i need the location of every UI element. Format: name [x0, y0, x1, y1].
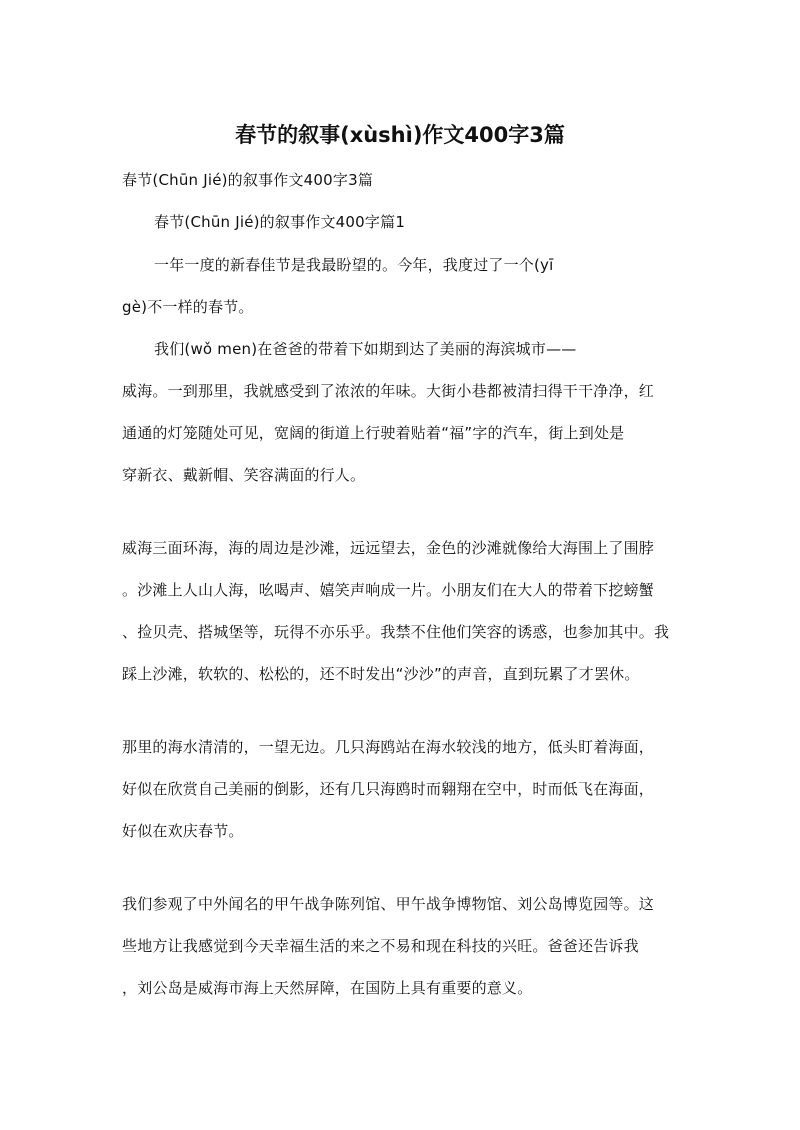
document-title: 春节的叙事(xùshì)作文400字3篇	[235, 123, 565, 147]
section-heading: 春节(Chūn Jié)的叙事作文400字篇1	[154, 213, 406, 231]
paragraph-line: 。沙滩上人山人海，吆喝声、嬉笑声响成一片。小朋友们在大人的带着下挖螃蟹	[122, 581, 655, 599]
document-subtitle: 春节(Chūn Jié)的叙事作文400字3篇	[122, 171, 374, 189]
paragraph-line: 好似在欢庆春节。	[122, 822, 244, 840]
paragraph-line: 通通的灯笼随处可见，宽阔的街道上行驶着贴着“福”字的汽车，街上到处是	[122, 424, 625, 442]
paragraph-line: 穿新衣、戴新帽、笑容满面的行人。	[122, 466, 366, 484]
paragraph-line: 那里的海水清清的，一望无边。几只海鸥站在海水较浅的地方，低头盯着海面，	[122, 738, 655, 756]
paragraph-line: 威海三面环海，海的周边是沙滩，远远望去，金色的沙滩就像给大海围上了围脖	[122, 539, 655, 557]
paragraph-line: 、捡贝壳、搭城堡等，玩得不亦乐乎。我禁不住他们笑容的诱惑，也参加其中。我	[122, 623, 670, 641]
paragraph-line: 我们参观了中外闻名的甲午战争陈列馆、甲午战争博物馆、刘公岛博览园等。这	[122, 895, 655, 913]
paragraph-line: 些地方让我感觉到今天幸福生活的来之不易和现在科技的兴旺。爸爸还告诉我	[122, 937, 639, 955]
paragraph-line: 我们(wǒ men)在爸爸的带着下如期到达了美丽的海滨城市——	[154, 340, 577, 358]
paragraph-line: 一年一度的新春佳节是我最盼望的。今年，我度过了一个(yī	[154, 256, 554, 274]
paragraph-line: 威海。一到那里，我就感受到了浓浓的年味。大街小巷都被清扫得干干净净，红	[122, 382, 655, 400]
paragraph-line: gè)不一样的春节。	[122, 298, 254, 316]
paragraph-line: 好似在欣赏自己美丽的倒影，还有几只海鸥时而翱翔在空中，时而低飞在海面，	[122, 780, 655, 798]
paragraph-line: ，刘公岛是威海市海上天然屏障，在国防上具有重要的意义。	[122, 979, 533, 997]
paragraph-line: 踩上沙滩，软软的、松松的，还不时发出“沙沙”的声音，直到玩累了才罢休。	[122, 665, 640, 683]
